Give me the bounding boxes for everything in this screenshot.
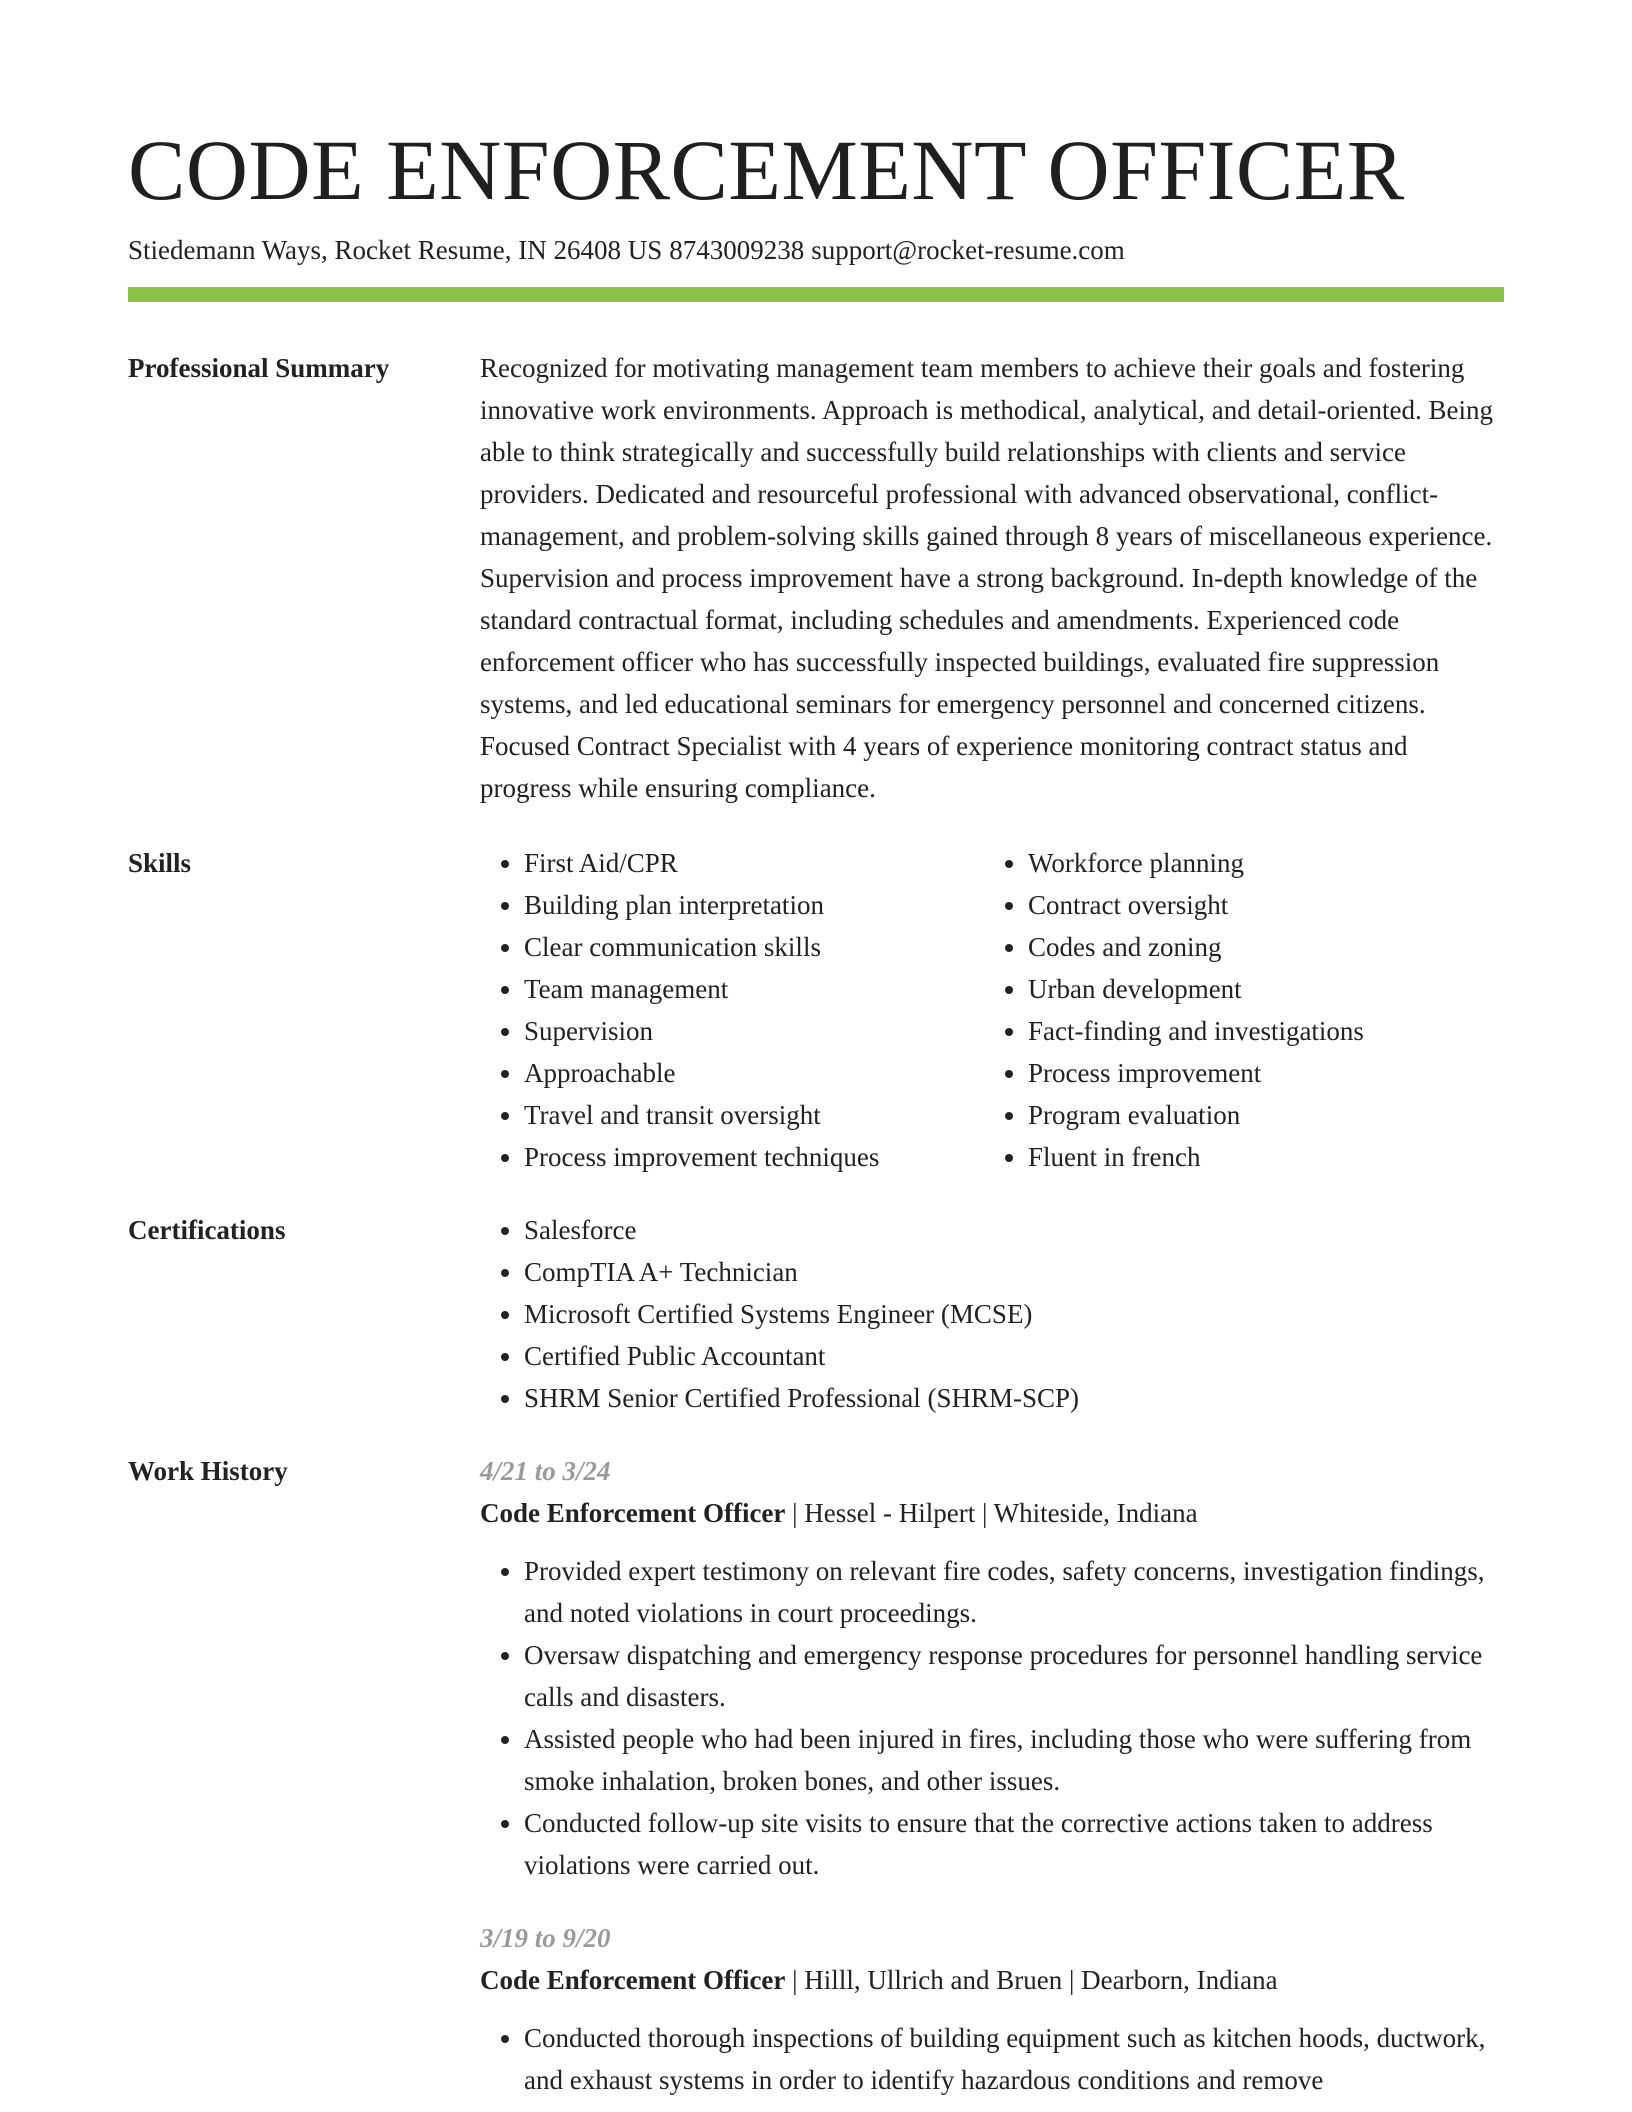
certification-item: • CompTIA A+ Technician	[524, 1251, 1504, 1293]
header-divider	[128, 287, 1504, 302]
skill-item: • Contract oversight	[1028, 884, 1504, 926]
job-bullet: • Provided expert testimony on relevant fire codes, safety concerns, investigation findings, and noted violations in court proceedings.	[524, 1550, 1504, 1634]
job-title: Code Enforcement Officer	[480, 1498, 786, 1528]
work-history-content	[480, 1450, 1504, 2101]
contact-email: support@rocket-resume.com	[811, 235, 1125, 265]
job-title: Code Enforcement Officer	[480, 1965, 786, 1995]
job-entry	[480, 1450, 1504, 1886]
job-bullet: • Conducted follow-up site visits to ensure that the corrective actions taken to address violations were carried out.	[524, 1802, 1504, 1886]
job-bullet: • Conducted thorough inspections of building equipment such as kitchen hoods, ductwork, and exhaust systems in order to identify hazardous conditions and remove	[524, 2017, 1504, 2101]
contact-phone: 8743009238	[669, 235, 805, 265]
skill-item: • Travel and transit oversight	[524, 1094, 984, 1136]
certifications-label: Certifications	[128, 1215, 286, 1245]
certification-item: • SHRM Senior Certified Professional (SHRM-SCP)	[524, 1377, 1504, 1419]
skill-item: • Codes and zoning	[1028, 926, 1504, 968]
job-bullet: • Oversaw dispatching and emergency response procedures for personnel handling service calls and disasters.	[524, 1634, 1504, 1718]
certifications-content	[480, 1209, 1504, 1419]
work-history-section	[128, 1450, 1504, 2101]
skill-item: • Fact-finding and investigations	[1028, 1010, 1504, 1052]
skills-label: Skills	[128, 848, 192, 878]
certifications-list	[480, 1209, 1504, 1419]
summary-content	[480, 347, 1504, 809]
skill-item: • Urban development	[1028, 968, 1504, 1010]
work-history-label: Work History	[128, 1456, 288, 1486]
skill-item: • Program evaluation	[1028, 1094, 1504, 1136]
contact-line	[128, 232, 1504, 268]
skill-item: • Process improvement techniques	[524, 1136, 984, 1178]
job-entry	[480, 1917, 1504, 2101]
certification-item: • Certified Public Accountant	[524, 1335, 1504, 1377]
job-bullet: • Assisted people who had been injured in fires, including those who were suffering from smoke inhalation, broken bones, and other issues.	[524, 1718, 1504, 1802]
job-dates: 4/21 to 3/24	[480, 1456, 611, 1486]
job-heading	[480, 1959, 1504, 2001]
skill-item: • Process improvement	[1028, 1052, 1504, 1094]
skill-item: • Team management	[524, 968, 984, 1010]
contact-address: Stiedemann Ways, Rocket Resume, IN 26408 US	[128, 235, 663, 265]
skills-section	[128, 842, 1504, 1178]
summary-section	[128, 347, 1504, 809]
job-dates: 3/19 to 9/20	[480, 1923, 611, 1953]
skill-item: • Workforce planning	[1028, 842, 1504, 884]
skills-content	[480, 842, 1504, 1178]
skill-item: • Building plan interpretation	[524, 884, 984, 926]
skill-item: • Supervision	[524, 1010, 984, 1052]
page-title: CODE ENFORCEMENT OFFICER	[128, 122, 1405, 218]
job-heading	[480, 1492, 1504, 1534]
job-details: | Hilll, Ullrich and Bruen | Dearborn, Indiana	[785, 1965, 1278, 1995]
skills-list-right	[984, 842, 1504, 1178]
resume-page	[128, 118, 1504, 2101]
job-details: | Hessel - Hilpert | Whiteside, Indiana	[785, 1498, 1198, 1528]
skill-item: • Clear communication skills	[524, 926, 984, 968]
job-bullets	[480, 2017, 1504, 2101]
certification-item: • Microsoft Certified Systems Engineer (MCSE)	[524, 1293, 1504, 1335]
job-bullets	[480, 1550, 1504, 1886]
certification-item: • Salesforce	[524, 1209, 1504, 1251]
skills-list-left	[480, 842, 984, 1178]
skill-item: • Fluent in french	[1028, 1136, 1504, 1178]
summary-text: Recognized for motivating management team members to achieve their goals and fostering innovative work environments. Approach is methodical, analytical, and detail-oriented. Being able to think strategically and successfully build relationships with clients and service providers. Dedicated and resourceful professional with advanced observational, conflict-management, and problem-solving skills gained through 8 years of miscellaneous experience. Supervision and process improvement have a strong background. In-depth knowledge of the standard contractual format, including schedules and amendments. Experienced code enforcement officer who has successfully inspected buildings, evaluated fire suppression systems, and led educational seminars for emergency personnel and concerned citizens. Focused Contract Specialist with 4 years of experience monitoring contract status and progress while ensuring compliance.	[480, 353, 1493, 803]
summary-label: Professional Summary	[128, 353, 390, 383]
certifications-section	[128, 1209, 1504, 1419]
skill-item: • First Aid/CPR	[524, 842, 984, 884]
skill-item: • Approachable	[524, 1052, 984, 1094]
